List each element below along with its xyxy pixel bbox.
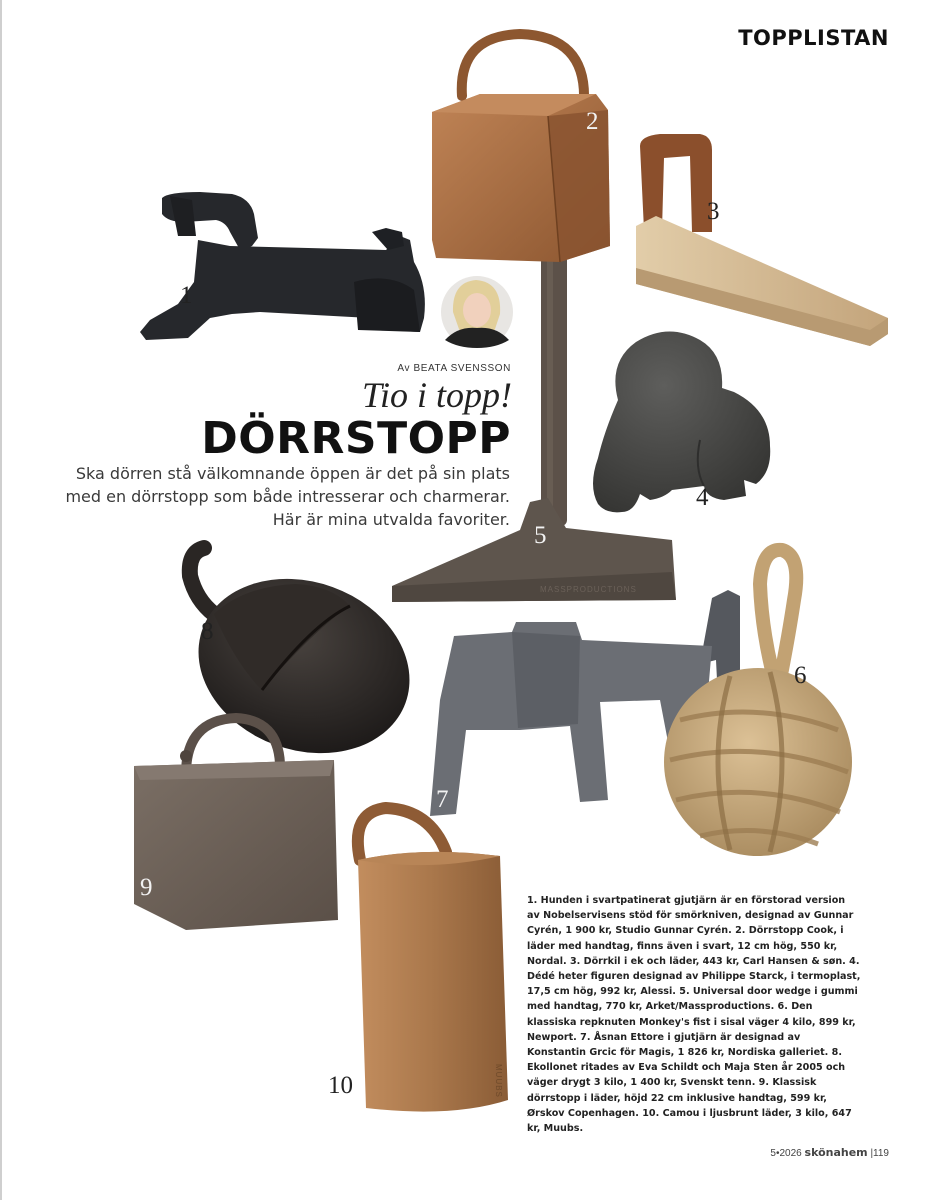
- product-caption: 1. Hunden i svartpatinerat gjutjärn är en förstorad version av Nobelservisens stöd för smörkniven, designad av Gunnar Cyrén, 1 900 kr, Studio Gunnar Cyrén. 2. Dörrstopp Cook, i läder med handtag, finns även i svart, 12 cm hög, 550 kr, Nordal. 3. Dörrkil i ek och läder, 443 kr, Carl Hansen & søn. 4. Dédé heter figuren designad av Philippe Starck, i termoplast, 17,5 cm hög, 992 kr, Alessi. 5. Universal door wedge i gummi med handtag, 770 kr, Arket/Massproductions. 6. Den klassiska repknuten Monkey's fist i sisal väger 4 kilo, 899 kr, Newport. 7. Åsnan Ettore i gjutjärn är designad av Konstantin Grcic för Magis, 1 826 kr, Nordiska galleriet. 8. Ekollonet ritades av Eva Schildt och Maja Sten år 2005 och väger drygt 3 kilo, 1 400 kr, Svenskt tenn. 9. Klassisk dörrstopp i läder, höjd 22 cm inklusive handtag, 599 kr, Ørskov Copenhagen. 10. Camou i ljusbrunt läder, 3 kilo, 647 kr, Muubs.: [527, 895, 861, 1135]
- folio-separator: |: [870, 1148, 874, 1159]
- product-3-oak-wedge-image: [636, 134, 888, 346]
- product-number-10: 10: [328, 1072, 353, 1099]
- product-number-4: 4: [696, 484, 709, 511]
- product-number-2: 2: [586, 108, 599, 135]
- product-4-dede-image: [593, 331, 770, 512]
- bag-brand-text: MUUBS: [494, 1064, 503, 1098]
- headline: DÖRRSTOPP: [201, 413, 511, 464]
- product-number-7: 7: [436, 786, 449, 813]
- product-6-rope-ball-image: [664, 550, 852, 856]
- product-number-3: 3: [707, 198, 720, 225]
- folio-page: 119: [873, 1148, 889, 1159]
- folio: [770, 1146, 889, 1159]
- product-8-acorn-image: [174, 548, 434, 782]
- product-2-leather-cube-image: [432, 34, 610, 262]
- product-number-8: 8: [201, 618, 214, 645]
- product-number-6: 6: [794, 662, 807, 689]
- product-number-5: 5: [534, 522, 547, 549]
- product-10-bag-image: [358, 808, 508, 1112]
- wedge-brand-text: MASSPRODUCTIONS: [540, 585, 637, 594]
- product-1-dog-image: [140, 192, 425, 340]
- author-portrait: [441, 276, 513, 348]
- byline: Av BEATA SVENSSON: [397, 363, 511, 374]
- product-number-9: 9: [140, 874, 153, 901]
- section-label: TOPPLISTAN: [738, 26, 889, 50]
- folio-magazine: skönahem: [804, 1146, 868, 1159]
- lead-paragraph: Ska dörren stå välkomnande öppen är det på sin plats med en dörrstopp som både intresserar och charmerar. Här är mina utvalda favoriter.: [65, 464, 510, 529]
- product-number-1: 1: [180, 282, 193, 309]
- kicker: Tio i topp!: [361, 375, 512, 415]
- folio-issue: 5•2026: [770, 1148, 802, 1159]
